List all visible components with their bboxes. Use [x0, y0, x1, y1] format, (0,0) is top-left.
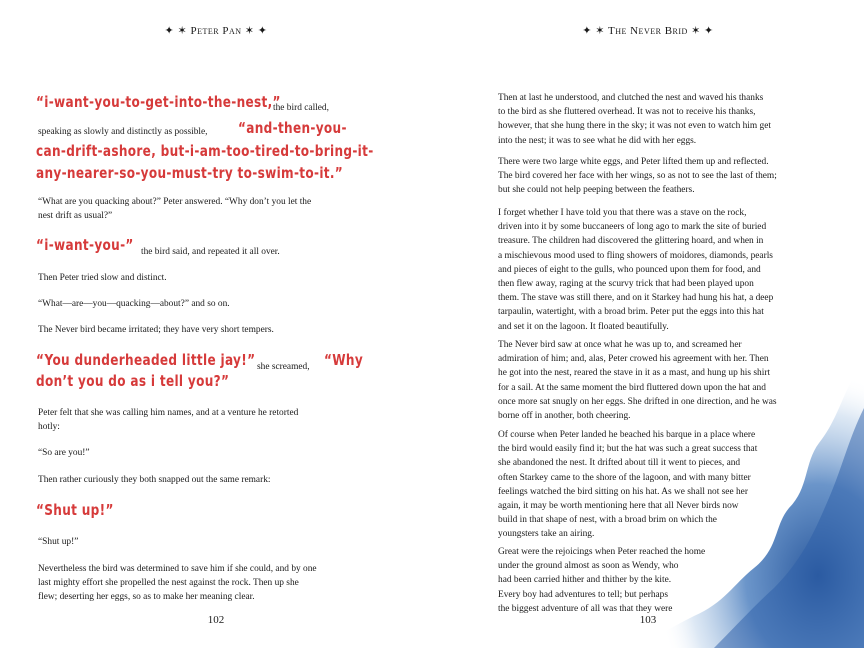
paragraph: [498, 545, 705, 616]
text-line: once more sat snugly on her eggs. She drifted in one direction, and he was: [498, 396, 777, 407]
text-line: but she could not help peeping between the feathers.: [498, 185, 695, 196]
text-line: she abandoned the nest. It drifted about till it went to pieces, and: [498, 458, 741, 469]
text-line: The bird covered her face with her wings, so as not to see the last of them;: [498, 171, 777, 182]
bird-dialogue: don’t you do as i tell you?”: [36, 372, 230, 390]
paragraph-line: “What—are—you—quacking—about?” and so on.: [38, 299, 230, 309]
bird-dialogue: “i-want-you-to-get-into-the-nest,”: [36, 93, 281, 111]
paragraph: [498, 428, 757, 542]
text-line: The Never bird saw at once what he was up to, and screamed her: [498, 340, 742, 350]
text-line: Great were the rejoicings when Peter reached the home: [498, 547, 706, 557]
bird-dialogue: “You dunderheaded little jay!”: [36, 351, 256, 369]
paragraph-line: “Shut up!”: [38, 537, 79, 547]
text-line: again, it may be worth mentioning here that all Never birds now: [498, 501, 739, 512]
text-line: youngsters take an airing.: [498, 529, 595, 540]
text-line: he got into the nest, reared the stave in it as a mast, and hung up his shirt: [498, 368, 771, 379]
text-line: to the bird as she fluttered overhead. It was not to receive his thanks,: [498, 107, 756, 118]
bird-dialogue: “Why: [324, 351, 364, 369]
paragraph: [498, 155, 777, 198]
right-page-number: 103: [639, 614, 657, 626]
speech-tag: speaking as slowly and distinctly as possible,: [38, 127, 208, 137]
paragraph-line: hotly:: [38, 422, 60, 432]
text-line: borne off in another, both cheering.: [498, 411, 631, 422]
text-line: I forget whether I have told you that there was a stave on the rock,: [498, 208, 747, 218]
paragraph-line: “What are you quacking about?” Peter answered. “Why don’t you let the: [38, 197, 312, 207]
bird-line-1c: [36, 143, 432, 161]
text-line: Every boy had adventures to tell; but perhaps: [498, 589, 669, 600]
left-running-header: ✦ ✶ Peter Pan ✶ ✦: [164, 25, 268, 37]
paragraph-line: “So are you!”: [38, 448, 90, 458]
bird-dialogue: “Shut up!”: [36, 501, 114, 519]
text-line: treasure. The children had discovered the glittering hoard, and when in: [498, 236, 764, 247]
text-line: Then at last he understood, and clutched the nest and waved his thanks: [498, 93, 764, 103]
bird-line-4: [36, 502, 136, 520]
paragraph-line: last mighty effort she propelled the nest against the rock. Then up she: [38, 578, 299, 588]
text-line: them. The stave was still there, and on it Starkey had hung his hat, a deep: [498, 293, 774, 304]
text-line: for a sail. At the same moment the bird fluttered down upon the hat and: [498, 382, 766, 393]
paragraph: [498, 338, 777, 423]
bird-line-1d: [36, 165, 430, 183]
text-line: however, that she hung there in the sky; it was not even to watch him get: [498, 121, 771, 132]
text-line: There were two large white eggs, and Peter lifted them up and reflected.: [498, 157, 769, 167]
paragraph-line: Nevertheless the bird was determined to save him if she could, and by one: [38, 564, 317, 574]
text-line: the biggest adventure of all was that they were: [498, 603, 673, 614]
text-line: build in that shape of nest, with a broad brim on which the: [498, 515, 717, 526]
paragraph-line: Then rather curiously they both snapped out the same remark:: [38, 475, 271, 485]
paragraph-line: flew; deserting her eggs, so as to make her meaning clear.: [38, 592, 255, 602]
text-line: under the ground almost as soon as Wendy, who: [498, 561, 679, 572]
bird-dialogue: can-drift-ashore, but-i-am-too-tired-to-bring-it-: [36, 142, 374, 160]
bird-dialogue: any-nearer-so-you-must-try to-swim-to-it.”: [36, 164, 344, 182]
text-line: tarpaulin, watertight, with a broad brim. Peter put the eggs into this hat: [498, 307, 764, 318]
speech-tag: the bird called,: [273, 103, 329, 113]
text-line: the bird would easily find it; but the hat was such a great success that: [498, 444, 758, 455]
text-line: Of course when Peter landed he beached his barque in a place where: [498, 430, 756, 440]
speech-tag: she screamed,: [257, 362, 310, 372]
paragraph: [498, 91, 771, 148]
paragraph-line: nest drift as usual?”: [38, 211, 113, 221]
paragraph-line: Peter felt that she was calling him names, and at a venture he retorted: [38, 408, 299, 418]
text-line: and pieces of eight to the gulls, who pounced upon them for food, and: [498, 264, 761, 275]
bird-line-1b: [238, 120, 377, 138]
left-page-number: 102: [207, 614, 225, 626]
text-line: had been carried hither and thither by the kite.: [498, 575, 672, 586]
text-line: a mischievous mood used to fling showers of moidores, diamonds, pearls: [498, 250, 773, 261]
text-line: driven into it by some buccaneers of long ago to mark the site of buried: [498, 222, 767, 233]
paragraph-line: The Never bird became irritated; they have very short tempers.: [38, 325, 274, 335]
bird-line-3b: [324, 352, 374, 370]
right-page: [432, 0, 864, 648]
text-line: feelings watched the bird sitting on his hat. As we shall not see her: [498, 486, 748, 497]
speech-tag: the bird said, and repeated it all over.: [141, 247, 280, 257]
text-line: into the nest; it was to see what he did with her eggs.: [498, 135, 697, 146]
paragraph-line: Then Peter tried slow and distinct.: [38, 273, 167, 283]
text-line: often Starkey came to the shore of the lagoon, and with many bitter: [498, 472, 751, 483]
bird-dialogue: “and-then-you-: [238, 119, 347, 137]
text-line: then flew away, raging at the scurvy trick that had been played upon: [498, 279, 754, 290]
bird-line-3c: [36, 373, 284, 391]
text-line: admiration of him; and, alas, Peter crowed his agreement with her. Then: [498, 354, 769, 365]
paragraph: [498, 206, 773, 334]
right-running-header: ✦ ✶ The Never Brid ✶ ✦: [582, 25, 714, 37]
bird-dialogue: “i-want-you-”: [36, 236, 134, 254]
text-line: and set it on the lagoon. It floated beautifully.: [498, 321, 669, 332]
